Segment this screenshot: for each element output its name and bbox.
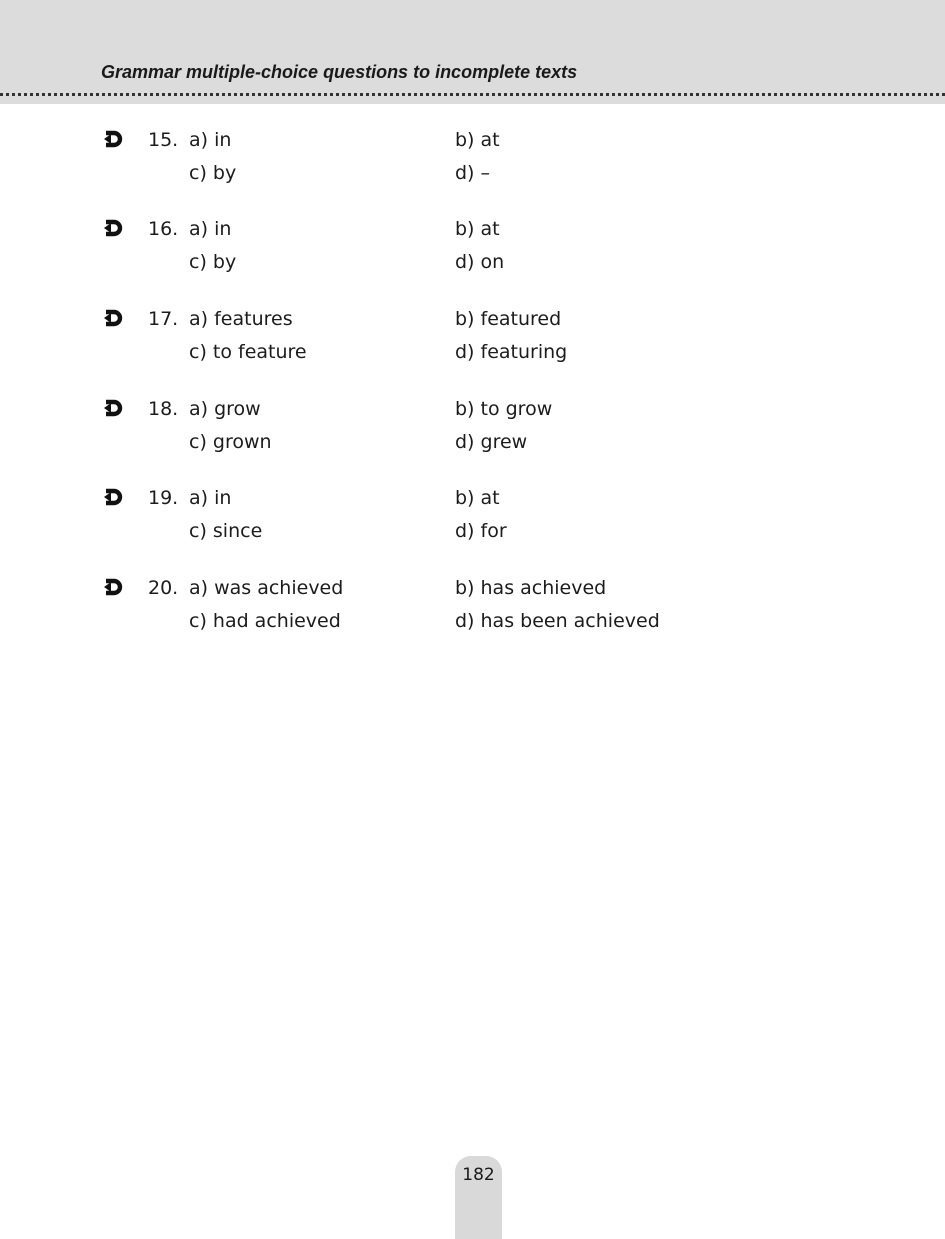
- question-number: 19.: [148, 487, 179, 509]
- question-number: 16.: [148, 218, 179, 240]
- page-number: 182: [462, 1165, 495, 1185]
- option-c: c) grown: [189, 431, 272, 453]
- question-item: [0, 307, 945, 377]
- option-a: a) features: [189, 308, 293, 330]
- question-item: [0, 576, 945, 646]
- option-b: b) at: [455, 129, 500, 151]
- question-number: 18.: [148, 398, 179, 420]
- question-number: 20.: [148, 577, 179, 599]
- option-b: b) at: [455, 487, 500, 509]
- option-d: d) on: [455, 251, 505, 273]
- option-b: b) has achieved: [455, 577, 607, 599]
- option-a: a) in: [189, 218, 232, 240]
- option-d: d) –: [455, 162, 491, 184]
- option-d: d) grew: [455, 431, 528, 453]
- option-d: d) has been achieved: [455, 610, 660, 632]
- arrow-right-icon: [103, 218, 125, 238]
- question-item: [0, 128, 945, 198]
- arrow-right-icon: [103, 129, 125, 149]
- option-a: a) in: [189, 129, 232, 151]
- arrow-right-icon: [103, 308, 125, 328]
- header-divider: [0, 93, 945, 96]
- option-c: c) to feature: [189, 341, 307, 363]
- option-b: b) at: [455, 218, 500, 240]
- question-item: [0, 217, 945, 287]
- option-a: a) grow: [189, 398, 261, 420]
- page-header-title: Grammar multiple-choice questions to incomplete texts: [101, 62, 578, 82]
- option-b: b) to grow: [455, 398, 553, 420]
- option-c: c) by: [189, 251, 237, 273]
- arrow-right-icon: [103, 398, 125, 418]
- option-b: b) featured: [455, 308, 562, 330]
- arrow-right-icon: [103, 487, 125, 507]
- option-d: d) featuring: [455, 341, 568, 363]
- option-d: d) for: [455, 520, 507, 542]
- option-c: c) had achieved: [189, 610, 341, 632]
- question-number: 15.: [148, 129, 179, 151]
- option-a: a) was achieved: [189, 577, 344, 599]
- question-number: 17.: [148, 308, 179, 330]
- option-a: a) in: [189, 487, 232, 509]
- arrow-right-icon: [103, 577, 125, 597]
- question-item: [0, 486, 945, 556]
- option-c: c) since: [189, 520, 263, 542]
- header-band: [0, 0, 945, 104]
- question-item: [0, 397, 945, 467]
- option-c: c) by: [189, 162, 237, 184]
